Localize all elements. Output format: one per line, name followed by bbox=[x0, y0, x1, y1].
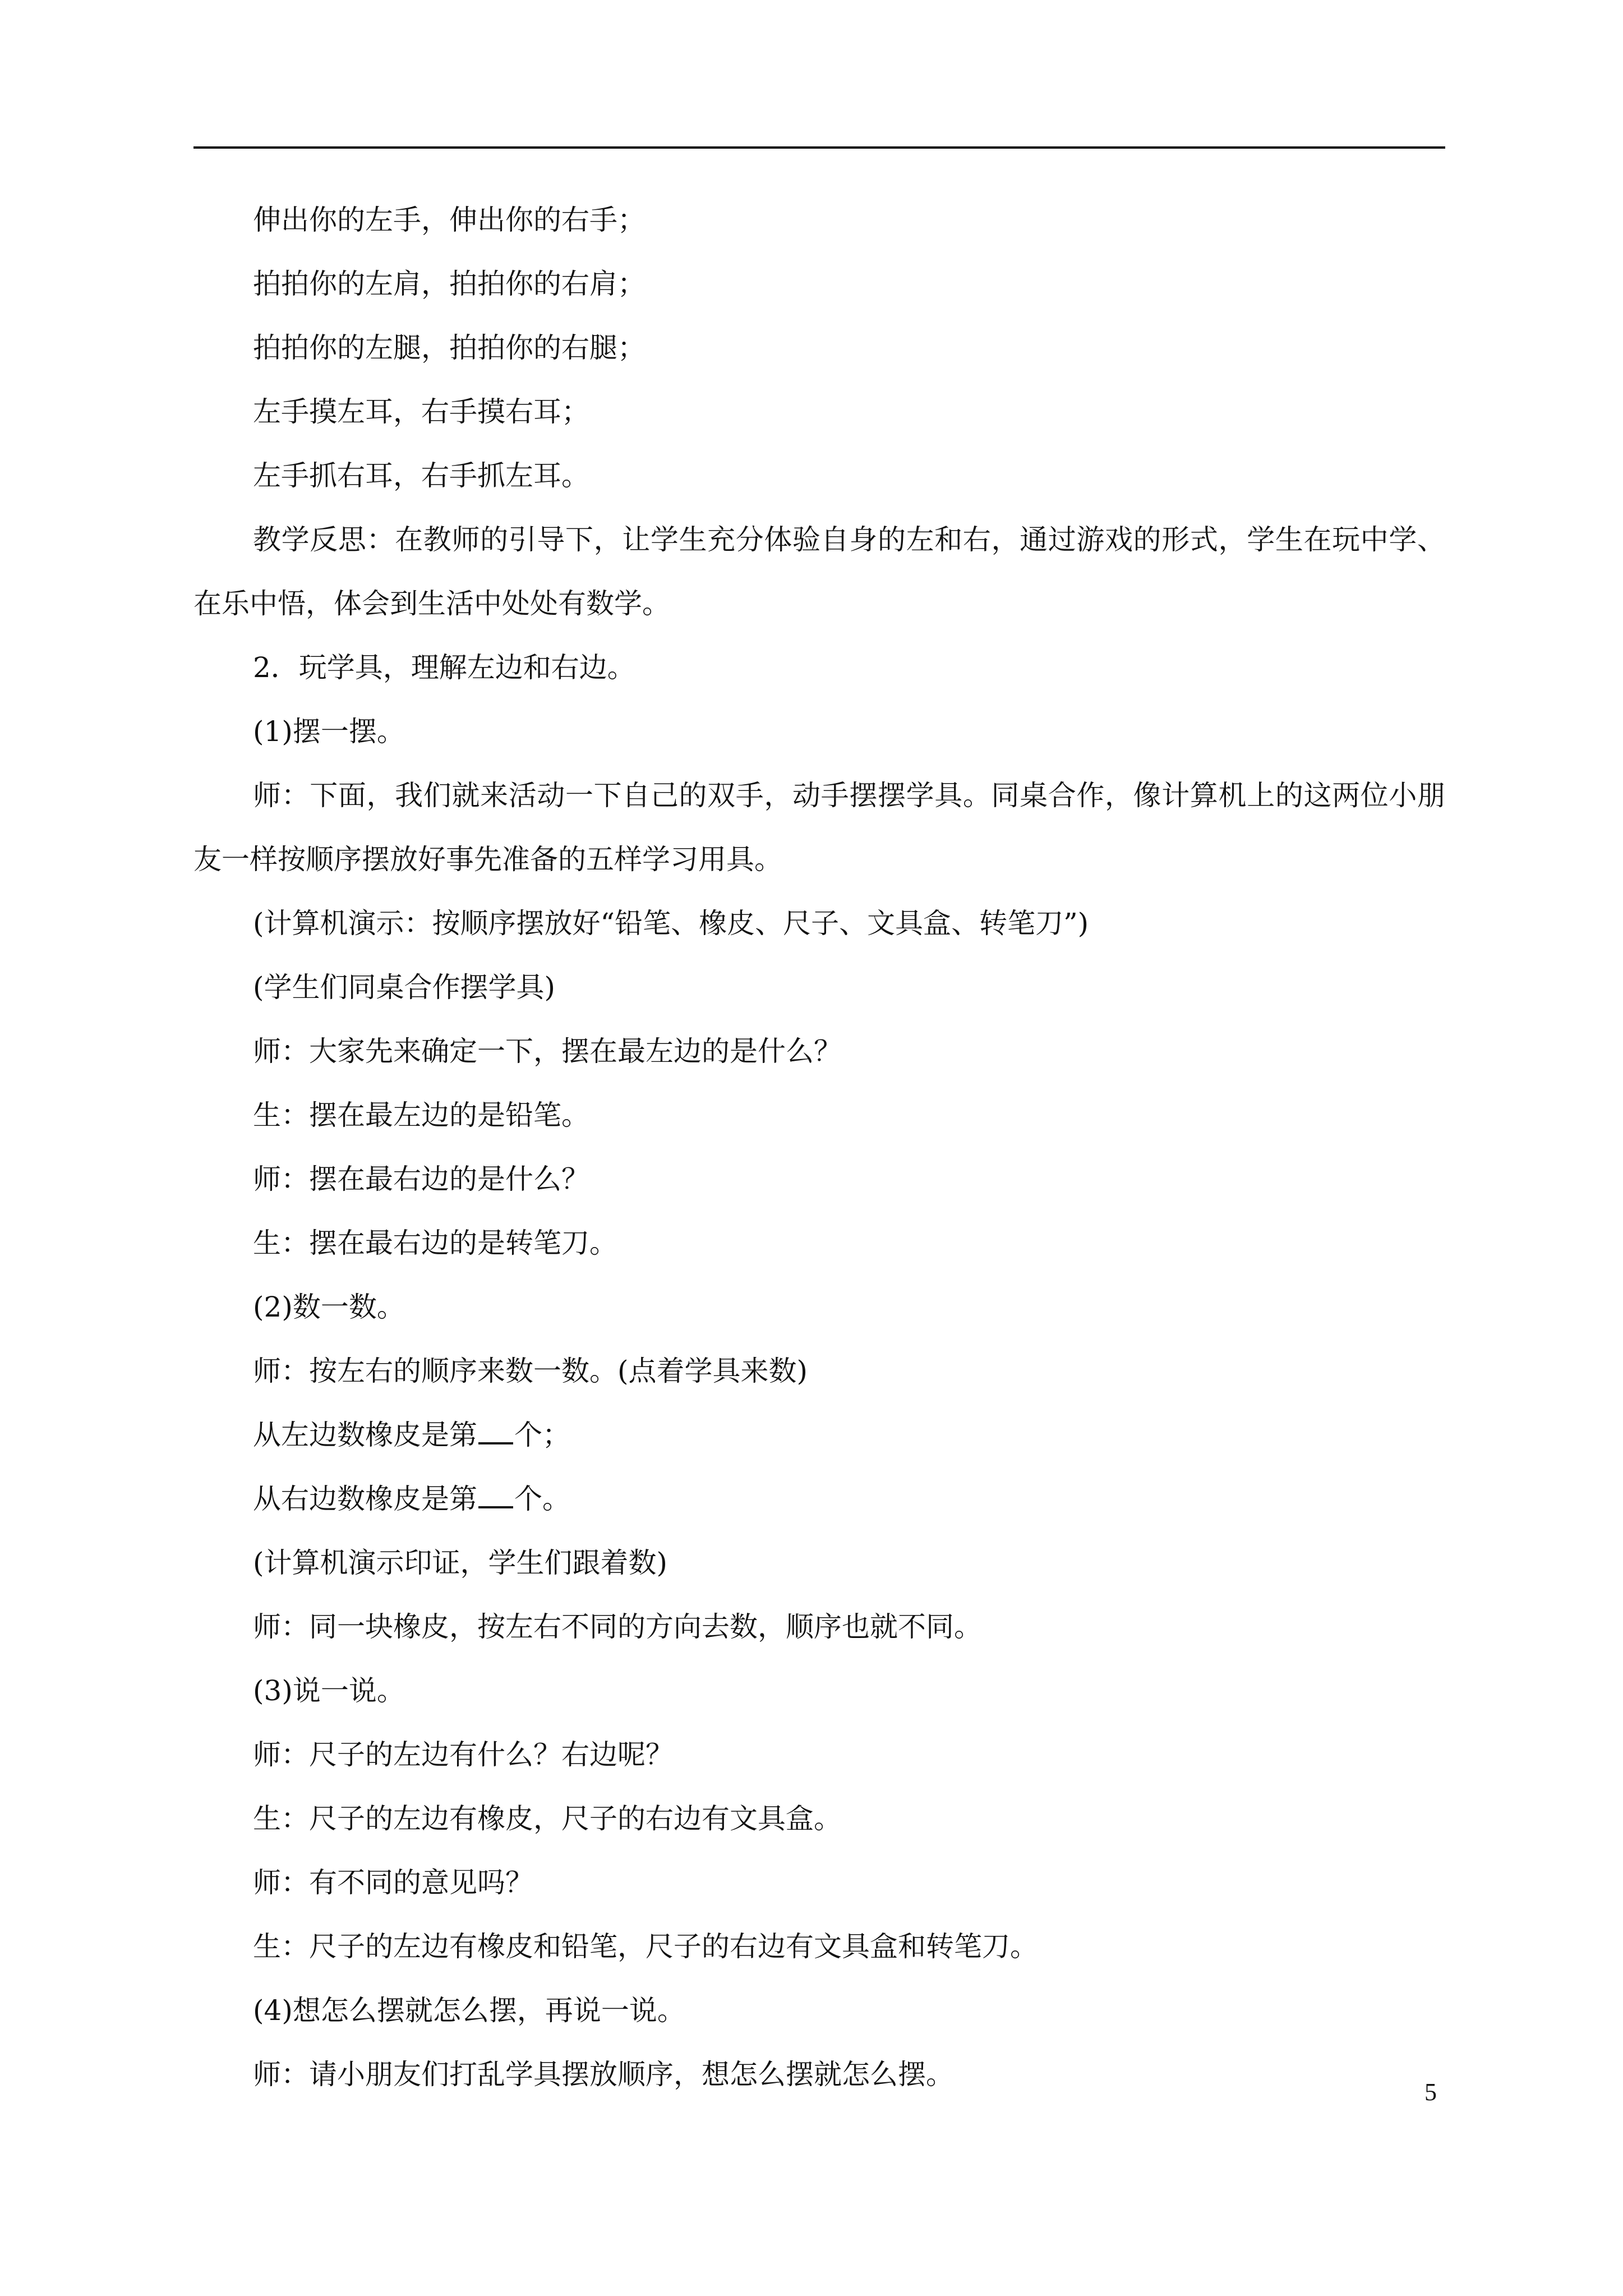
paragraph: 师：同一块橡皮，按左右不同的方向去数，顺序也就不同。 bbox=[253, 1611, 982, 1643]
answer-blank bbox=[478, 1484, 513, 1508]
paragraph: (学生们同桌合作摆学具) bbox=[253, 971, 556, 1004]
subsection-heading: (3)说一说。 bbox=[253, 1674, 405, 1707]
blank-suffix: 个； bbox=[514, 1419, 570, 1451]
paragraph: 生：摆在最左边的是铅笔。 bbox=[253, 1099, 589, 1131]
answer-blank bbox=[478, 1420, 513, 1444]
section-heading: 2．玩学具，理解左边和右边。 bbox=[253, 651, 635, 684]
document-body bbox=[193, 188, 1445, 2106]
paragraph: 生：尺子的左边有橡皮，尺子的右边有文具盒。 bbox=[253, 1802, 842, 1835]
paragraph: 生：摆在最右边的是转笔刀。 bbox=[253, 1227, 617, 1259]
paragraph: 师：尺子的左边有什么？右边呢？ bbox=[253, 1738, 674, 1771]
teaching-reflection-paragraph: 教学反思：在教师的引导下，让学生充分体验自身的左和右，通过游戏的形式，学生在玩中学、在乐中悟，体会到生活中处处有数学。 bbox=[193, 523, 1445, 620]
paragraph: 生：尺子的左边有橡皮和铅笔，尺子的右边有文具盒和转笔刀。 bbox=[253, 1930, 1038, 1963]
paragraph: 师：大家先来确定一下，摆在最左边的是什么？ bbox=[253, 1035, 842, 1068]
paragraph: 师：有不同的意见吗？ bbox=[253, 1866, 533, 1899]
paragraph: 伸出你的左手，伸出你的右手； bbox=[253, 204, 645, 236]
paragraph: 师：请小朋友们打乱学具摆放顺序，想怎么摆就怎么摆。 bbox=[253, 2058, 954, 2091]
fill-in-blank-line bbox=[193, 1467, 1445, 1531]
paragraph: 左手摸左耳，右手摸右耳； bbox=[253, 395, 589, 428]
page-number: 5 bbox=[1424, 2078, 1437, 2106]
paragraph: 左手抓右耳，右手抓左耳。 bbox=[253, 459, 589, 492]
subsection-heading: (4)想怎么摆就怎么摆，再说一说。 bbox=[253, 1994, 685, 2027]
paragraph: (计算机演示：按顺序摆放好“铅笔、橡皮、尺子、文具盒、转笔刀”) bbox=[253, 907, 1089, 940]
header-rule bbox=[193, 146, 1445, 149]
paragraph: 师：下面，我们就来活动一下自己的双手，动手摆摆学具。同桌合作，像计算机上的这两位小朋友一样按顺序摆放好事先准备的五样学习用具。 bbox=[193, 779, 1445, 876]
paragraph: 师：按左右的顺序来数一数。(点着学具来数) bbox=[253, 1355, 808, 1387]
paragraph: 师：摆在最右边的是什么？ bbox=[253, 1163, 589, 1195]
paragraph: 拍拍你的左腿，拍拍你的右腿； bbox=[253, 332, 645, 364]
blank-suffix: 个。 bbox=[514, 1483, 570, 1515]
paragraph: (计算机演示印证，学生们跟着数) bbox=[253, 1547, 668, 1579]
subsection-heading: (1)摆一摆。 bbox=[253, 715, 405, 748]
blank-prefix: 从右边数橡皮是第 bbox=[253, 1483, 477, 1515]
subsection-heading: (2)数一数。 bbox=[253, 1291, 405, 1323]
fill-in-blank-line bbox=[193, 1403, 1445, 1467]
paragraph: 拍拍你的左肩，拍拍你的右肩； bbox=[253, 268, 645, 300]
blank-prefix: 从左边数橡皮是第 bbox=[253, 1419, 477, 1451]
